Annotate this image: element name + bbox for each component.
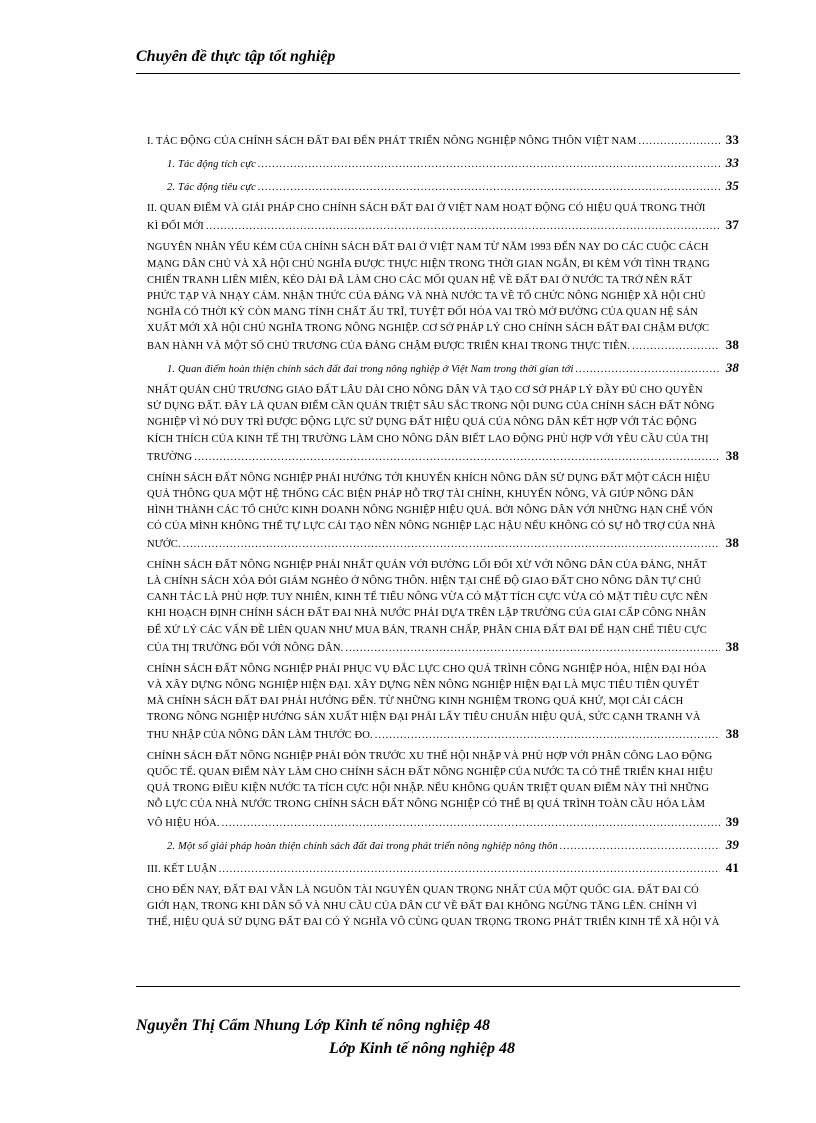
toc-entry-text: CỦA THỊ TRƯỜNG ĐỐI VỚI NÔNG DÂN.	[147, 642, 344, 654]
toc-entry[interactable]	[147, 240, 739, 355]
toc-entry[interactable]	[147, 662, 739, 744]
toc-entry[interactable]	[147, 883, 739, 931]
toc-page-number: 38	[725, 447, 739, 463]
toc-entry-text: CHÍNH SÁCH ĐẤT NÔNG NGHIỆP PHẢI NHẤT QUÁN VỚI ĐƯỜNG LỐI ĐỐI XỬ VỚI NÔNG DÂN CỦA ĐẢNG, NHẤT	[147, 560, 707, 572]
toc-page-number: 37	[725, 217, 739, 233]
toc-entry-text: NỖ LỰC CỦA NHÀ NƯỚC TRONG CHÍNH SÁCH ĐẤT NÔNG NGHIỆP CÓ THỂ BỊ QUÁ TRÌNH TOÀN CẦU HÓA LÀM	[147, 799, 706, 811]
table-of-contents	[147, 132, 739, 931]
toc-leader-dots	[560, 839, 720, 855]
toc-entry-text: CHIẾN TRANH LIÊN MIÊN, KÉO DÀI ĐÃ LÀM CHO CÁC MỐI QUAN HỆ VỀ ĐẤT ĐAI Ở NƯỚC TA TRỞ NÊN RẤT	[147, 274, 692, 286]
toc-entry-text: NƯỚC.	[147, 539, 181, 551]
toc-entry-text: VÔ HIỆU HÓA.	[147, 817, 220, 829]
toc-entry-text: BAN HÀNH VÀ MỘT SỐ CHỦ TRƯƠNG CỦA ĐẢNG CHẬM ĐƯỢC TRIỂN KHAI TRONG THỰC TIỄN.	[147, 341, 631, 353]
toc-entry[interactable]	[147, 178, 739, 196]
toc-entry-text: SỬ DỤNG ĐẤT. ĐÂY LÀ QUAN ĐIỂM CẦN QUÁN TRIỆT SÂU SẮC TRONG NỘI DUNG CỦA CHÍNH SÁCH ĐẤT NÔNG	[147, 401, 715, 413]
toc-entry-text: QUỐC TẾ. QUAN ĐIỂM NÀY LÀM CHO CHÍNH SÁCH ĐẤT NÔNG NGHIỆP CỦA NƯỚC TA CÓ THỂ TRIỂN KHAI HIỆU	[147, 767, 713, 779]
toc-entry-text: PHỨC TẠP VÀ NHẠY CẢM. NHẬN THỨC CỦA ĐẢNG VÀ NHÀ NƯỚC TA VỀ TỔ CHỨC NÔNG NGHIỆP XÃ HỘI CHỦ	[147, 290, 706, 302]
toc-entry-text: TRONG NÔNG NGHIỆP HƯỚNG SẢN XUẤT HIỆN ĐẠI PHẢI LẤY TIÊU CHUẨN HIỆU QUẢ, SỨC CẠNH TRANH VÀ	[147, 712, 701, 723]
toc-entry-text: LÀ CHÍNH SÁCH XÓA ĐÓI GIẢM NGHÈO Ở NÔNG THÔN. HIỆN TẠI CHẾ ĐỘ GIAO ĐẤT CHO NÔNG DÂN TỰ CHỦ	[147, 576, 702, 588]
toc-entry-text: TRƯỜNG	[147, 451, 193, 463]
toc-page-number: 41	[725, 859, 739, 875]
footer-divider	[136, 986, 740, 987]
toc-page-number: 39	[725, 813, 739, 829]
toc-entry-text: CHO ĐẾN NAY, ĐẤT ĐAI VẪN LÀ NGUỒN TÀI NGUYÊN QUAN TRỌNG NHẤT CỦA MỘT QUỐC GIA. ĐẤT ĐAI CÓ	[147, 884, 699, 896]
footer-author: Nguyễn Thị Cẩm Nhung Lớp Kinh tế nông nghiệp 48	[136, 1017, 490, 1034]
toc-entry-text: GIỚI HẠN, TRONG KHI DÂN SỐ VÀ NHU CẦU CỦA DÂN CƯ VỀ ĐẤT ĐAI KHÔNG NGỪNG TĂNG LÊN. CHÍNH VÌ	[147, 900, 698, 912]
toc-entry-text: CÓ CỦA MÌNH KHÔNG THỂ TỰ LỰC CẢI TẠO NỀN NÔNG NGHIỆP LẠC HẬU NẾU KHÔNG CÓ SỰ HỖ TRỢ CỦA NHÀ	[147, 520, 716, 532]
toc-entry-text: NGUYÊN NHÂN YẾU KÉM CỦA CHÍNH SÁCH ĐẤT ĐAI Ở VIỆT NAM TỪ NĂM 1993 ĐẾN NAY DO CÁC CUỘC CÁCH	[147, 242, 709, 254]
toc-leader-dots	[576, 362, 720, 378]
toc-entry-text: THẾ, HIỆU QUẢ SỬ DỤNG ĐẤT ĐAI CÓ Ý NGHĨA VÔ CÙNG QUAN TRỌNG TRONG PHÁT TRIỂN KINH TẾ XÃ HỘI VÀ	[147, 917, 720, 929]
footer-class: Lớp Kinh tế nông nghiệp 48	[329, 1040, 515, 1057]
toc-entry-text: 1. Tác động tích cực	[167, 159, 256, 171]
toc-leader-dots	[258, 157, 720, 173]
toc-page-number: 38	[725, 360, 739, 376]
toc-entry-text: VÀ XÂY DỰNG NÔNG NGHIỆP HIỆN ĐẠI. XÂY DỰNG NỀN NÔNG NGHIỆP HIỆN ĐẠI LÀ MỤC TIÊU TIÊN QUYẾT	[147, 679, 699, 691]
page-header-title: Chuyên đề thực tập tốt nghiệp	[136, 48, 336, 65]
toc-entry-text: II. QUAN ĐIỂM VÀ GIẢI PHÁP CHO CHÍNH SÁCH ĐẤT ĐAI Ở VIỆT NAM HOẠT ĐỘNG CÓ HIỆU QUẢ TRONG THỜI	[147, 203, 706, 215]
toc-entry-text: NHẤT QUÁN CHỦ TRƯƠNG GIAO ĐẤT LÂU DÀI CHO NÔNG DÂN VÀ TẠO CƠ SỞ PHÁP LÝ ĐẦY ĐỦ CHO QUYỀN	[147, 385, 703, 397]
toc-entry-text: CHÍNH SÁCH ĐẤT NÔNG NGHIỆP PHẢI ĐÓN TRƯỚC XU THẾ HỘI NHẬP VÀ PHÙ HỢP VỚI PHÂN CÔNG LAO ĐỘNG	[147, 751, 713, 763]
toc-entry-text: CHÍNH SÁCH ĐẤT NÔNG NGHIỆP PHẢI PHỤC VỤ ĐẮC LỰC CHO QUÁ TRÌNH CÔNG NGHIỆP HÓA, HIỆN ĐẠI HÓA	[147, 663, 707, 675]
toc-leader-dots	[194, 450, 719, 466]
toc-entry-text: 2. Một số giải pháp hoàn thiện chính sách đất đai trong phát triển nông nghiệp nông thôn	[167, 840, 558, 852]
toc-entry-text: MẠNG DÂN CHỦ VÀ XÃ HỘI CHỦ NGHĨA ĐƯỢC THỰC HIỆN TRONG THỜI GIAN NGẮN, ĐI KÈM VỚI TÌNH TRẠNG	[147, 258, 710, 270]
toc-page-number: 33	[725, 155, 739, 171]
toc-page-number: 35	[725, 178, 739, 194]
toc-leader-dots	[206, 219, 720, 235]
toc-entry-text: ĐỂ XỬ LÝ CÁC VẤN ĐỀ LIÊN QUAN NHƯ MUA BÁN, TRANH CHẤP, PHÂN CHIA ĐẤT ĐAI ĐỂ HẠN CHẾ TIÊU CỰC	[147, 624, 707, 636]
toc-entry-text: HÌNH THÀNH CÁC TỔ CHỨC KINH DOANH NÔNG NGHIỆP HIỆU QUẢ. BỞI NÔNG DÂN VỚI NHỮNG HẠN CHẾ VỐN	[147, 504, 714, 516]
toc-entry[interactable]	[147, 360, 739, 378]
toc-entry[interactable]	[147, 132, 739, 150]
toc-entry-text: I. TÁC ĐỘNG CỦA CHÍNH SÁCH ĐẤT ĐAI ĐẾN PHÁT TRIỂN NÔNG NGHIỆP NÔNG THÔN VIỆT NAM	[147, 136, 637, 147]
toc-leader-dots	[632, 339, 720, 355]
toc-leader-dots	[222, 816, 720, 832]
toc-page-number: 38	[725, 726, 739, 742]
toc-page-number: 38	[725, 337, 739, 353]
toc-leader-dots	[258, 180, 720, 196]
toc-leader-dots	[183, 537, 720, 553]
toc-entry-text: NGHĨA CÓ THỜI KỲ CÒN MANG TÍNH CHẤT ẤU TRĨ, TUYỆT ĐỐI HÓA VAI TRÒ MỞ ĐƯỜNG CỦA QUAN HỆ SẢN	[147, 306, 699, 318]
toc-entry-text: 1. Quan điểm hoàn thiện chính sách đất đai trong nông nghiệp ở Việt Nam trong thời gian tới	[167, 364, 574, 376]
toc-entry[interactable]	[147, 558, 739, 657]
toc-entry-text: 2. Tác động tiêu cực	[167, 182, 256, 194]
toc-leader-dots	[638, 134, 719, 150]
toc-entry[interactable]	[147, 471, 739, 553]
toc-entry-text: THU NHẬP CỦA NÔNG DÂN LÀM THƯỚC ĐO.	[147, 730, 373, 742]
toc-entry[interactable]	[147, 155, 739, 173]
toc-entry-text: KÍCH THÍCH CỦA KINH TẾ THỊ TRƯỜNG LÀM CHO NÔNG DÂN BIẾT LAO ĐỘNG PHÙ HỢP VỚI YÊU CẦU CỦA THỊ	[147, 433, 709, 445]
toc-page-number: 38	[725, 535, 739, 551]
toc-entry[interactable]	[147, 201, 739, 235]
toc-page-number: 39	[725, 836, 739, 852]
toc-leader-dots	[375, 728, 720, 744]
toc-entry[interactable]	[147, 383, 739, 465]
toc-entry-text: QUẢ THÔNG QUA MỘT HỆ THỐNG CÁC BIỆN PHÁP HỖ TRỢ TÀI CHÍNH, KHUYẾN NÔNG, VÀ GIÚP NÔNG DÂN	[147, 488, 694, 500]
toc-leader-dots	[345, 641, 719, 657]
toc-entry-text: MÀ CHÍNH SÁCH ĐẤT ĐAI PHẢI HƯỚNG ĐẾN. TỪ NHỮNG KINH NGHIỆM TRONG QUÁ KHỨ, MỌI CẢI CÁCH	[147, 695, 684, 707]
toc-entry-text: XUẤT MỚI XÃ HỘI CHỦ NGHĨA TRONG NÔNG NGHIỆP. CƠ SỞ PHÁP LÝ CHO CHÍNH SÁCH ĐẤT ĐAI CHẬM ĐƯỢC	[147, 322, 710, 334]
toc-page-number: 38	[725, 638, 739, 654]
toc-entry-text: KÌ ĐỔI MỚI	[147, 221, 204, 233]
toc-leader-dots	[219, 862, 720, 878]
toc-page-number: 33	[725, 132, 739, 147]
toc-entry-text: QUẢ TRONG ĐIỀU KIỆN NƯỚC TA TÍCH CỰC HỘI NHẬP. NẾU KHÔNG QUÁN TRIỆT QUAN ĐIỂM NÀY THÌ NHỮNG	[147, 783, 710, 795]
toc-entry-text: III. KẾT LUẬN	[147, 863, 217, 875]
toc-entry-text: CHÍNH SÁCH ĐẤT NÔNG NGHIỆP PHẢI HƯỚNG TỚI KHUYẾN KHÍCH NÔNG DÂN SỬ DỤNG ĐẤT MỘT CÁCH HIỆU	[147, 472, 711, 484]
toc-entry[interactable]	[147, 749, 739, 831]
toc-entry-text: NGHIỆP VÌ NÓ DUY TRÌ ĐƯỢC ĐỘNG LỰC SỬ DỤNG ĐẤT HIỆU QUẢ CỦA NÔNG DÂN KẾT HỢP VỚI TÁC ĐỘNG	[147, 417, 697, 429]
toc-entry[interactable]	[147, 837, 739, 855]
header-divider	[136, 73, 740, 74]
toc-entry-text: CANH TÁC LÀ PHÙ HỢP. TUY NHIÊN, KINH TẾ TIỂU NÔNG VỪA CÓ MẶT TÍCH CỰC VỪA CÓ MẶT TIÊU CỰC NÊN	[147, 592, 708, 604]
toc-entry-text: KHI HOẠCH ĐỊNH CHÍNH SÁCH ĐẤT ĐAI NHÀ NƯỚC PHẢI DỰA TRÊN LẬP TRƯỜNG CỦA GIAI CẤP CÔNG NHÂN	[147, 608, 707, 620]
toc-entry[interactable]	[147, 860, 739, 878]
